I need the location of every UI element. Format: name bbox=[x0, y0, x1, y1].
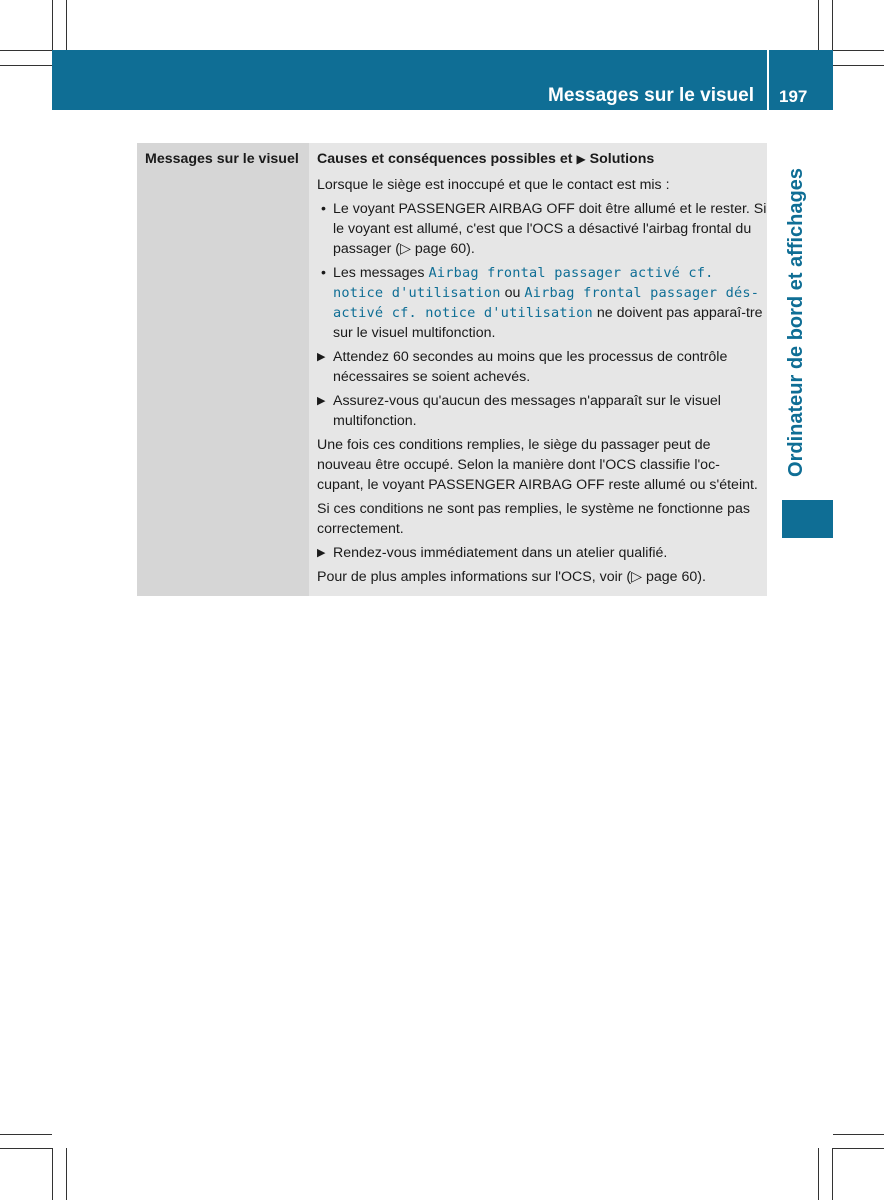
bullet-text: ou bbox=[504, 285, 521, 301]
arrow-icon: ▶ bbox=[576, 152, 586, 166]
crop-mark bbox=[66, 1148, 67, 1200]
message-cell bbox=[137, 173, 309, 596]
crop-mark bbox=[832, 0, 833, 50]
crop-mark bbox=[833, 1148, 884, 1149]
causes-cell bbox=[309, 173, 767, 596]
action-item bbox=[317, 347, 767, 387]
column-header-messages: Messages sur le visuel bbox=[145, 151, 299, 167]
crop-mark bbox=[818, 0, 819, 50]
chapter-tab-marker bbox=[782, 500, 833, 538]
arrow-icon: ▶ bbox=[317, 547, 326, 559]
crop-mark bbox=[833, 1134, 884, 1135]
bullet-text: Le voyant PASSENGER AIRBAG OFF doit être allumé et le rester. Si le voyant est allumé, c'est que l'OCS a désactivé l'airbag frontal du passager (▷ page 60). bbox=[333, 201, 767, 257]
crop-mark bbox=[818, 1148, 819, 1200]
crop-mark bbox=[0, 65, 52, 66]
arrow-icon: ▶ bbox=[317, 351, 326, 363]
crop-mark bbox=[0, 1148, 52, 1149]
crop-mark bbox=[0, 1134, 52, 1135]
column-header-causes-text: Causes et conséquences possibles et bbox=[317, 151, 573, 167]
chapter-tab bbox=[781, 155, 811, 490]
bullet-text: Les messages bbox=[333, 265, 425, 281]
arrow-icon: ▶ bbox=[317, 395, 326, 407]
page-number: 197 bbox=[779, 87, 808, 106]
crop-mark bbox=[832, 1148, 833, 1200]
table-header-row bbox=[137, 143, 767, 173]
bullet-icon: • bbox=[321, 265, 326, 281]
column-header-solutions-text: Solutions bbox=[589, 151, 655, 167]
action-text: Assurez-vous qu'aucun des messages n'apparaît sur le visuel multifonction. bbox=[333, 393, 721, 429]
table-row bbox=[137, 173, 767, 596]
action-text: Rendez-vous immédiatement dans un atelier qualifié. bbox=[333, 545, 668, 561]
crop-mark bbox=[52, 1148, 53, 1200]
crop-mark bbox=[52, 0, 53, 50]
column-header-causes bbox=[309, 143, 767, 173]
page-title: Messages sur le visuel bbox=[548, 85, 754, 106]
display-message: Airbag frontal passager dés-activé cf. notice d'utilisation bbox=[333, 285, 760, 321]
bullet-item bbox=[317, 199, 767, 259]
failure-paragraph: Si ces conditions ne sont pas remplies, le système ne fonctionne pas correctement. bbox=[317, 501, 750, 537]
crop-mark bbox=[66, 0, 67, 50]
header-divider bbox=[767, 50, 769, 110]
chapter-tab-label: Ordinateur de bord et affichages bbox=[784, 168, 807, 477]
crop-mark bbox=[833, 50, 884, 51]
crop-mark bbox=[833, 65, 884, 66]
conditions-paragraph: Une fois ces conditions remplies, le siège du passager peut de nouveau être occupé. Selon la manière dont l'OCS classifie l'oc-cupant, le voyant PASSENGER AIRBAG OFF reste allumé ou s'éteint. bbox=[317, 437, 758, 493]
action-item bbox=[317, 543, 767, 563]
intro-paragraph: Lorsque le siège est inoccupé et que le contact est mis : bbox=[317, 177, 670, 193]
display-message: Airbag frontal passager activé cf. notice d'utilisation bbox=[333, 265, 714, 301]
more-info-paragraph: Pour de plus amples informations sur l'OCS, voir (▷ page 60). bbox=[317, 569, 706, 585]
bullet-text: ne doivent pas apparaî-tre sur le visuel multifonction. bbox=[333, 305, 763, 341]
bullet-item bbox=[317, 263, 767, 343]
action-item bbox=[317, 391, 767, 431]
action-text: Attendez 60 secondes au moins que les processus de contrôle nécessaires se soient achevés. bbox=[333, 349, 728, 385]
messages-table bbox=[137, 143, 767, 596]
bullet-icon: • bbox=[321, 201, 326, 217]
crop-mark bbox=[0, 50, 52, 51]
